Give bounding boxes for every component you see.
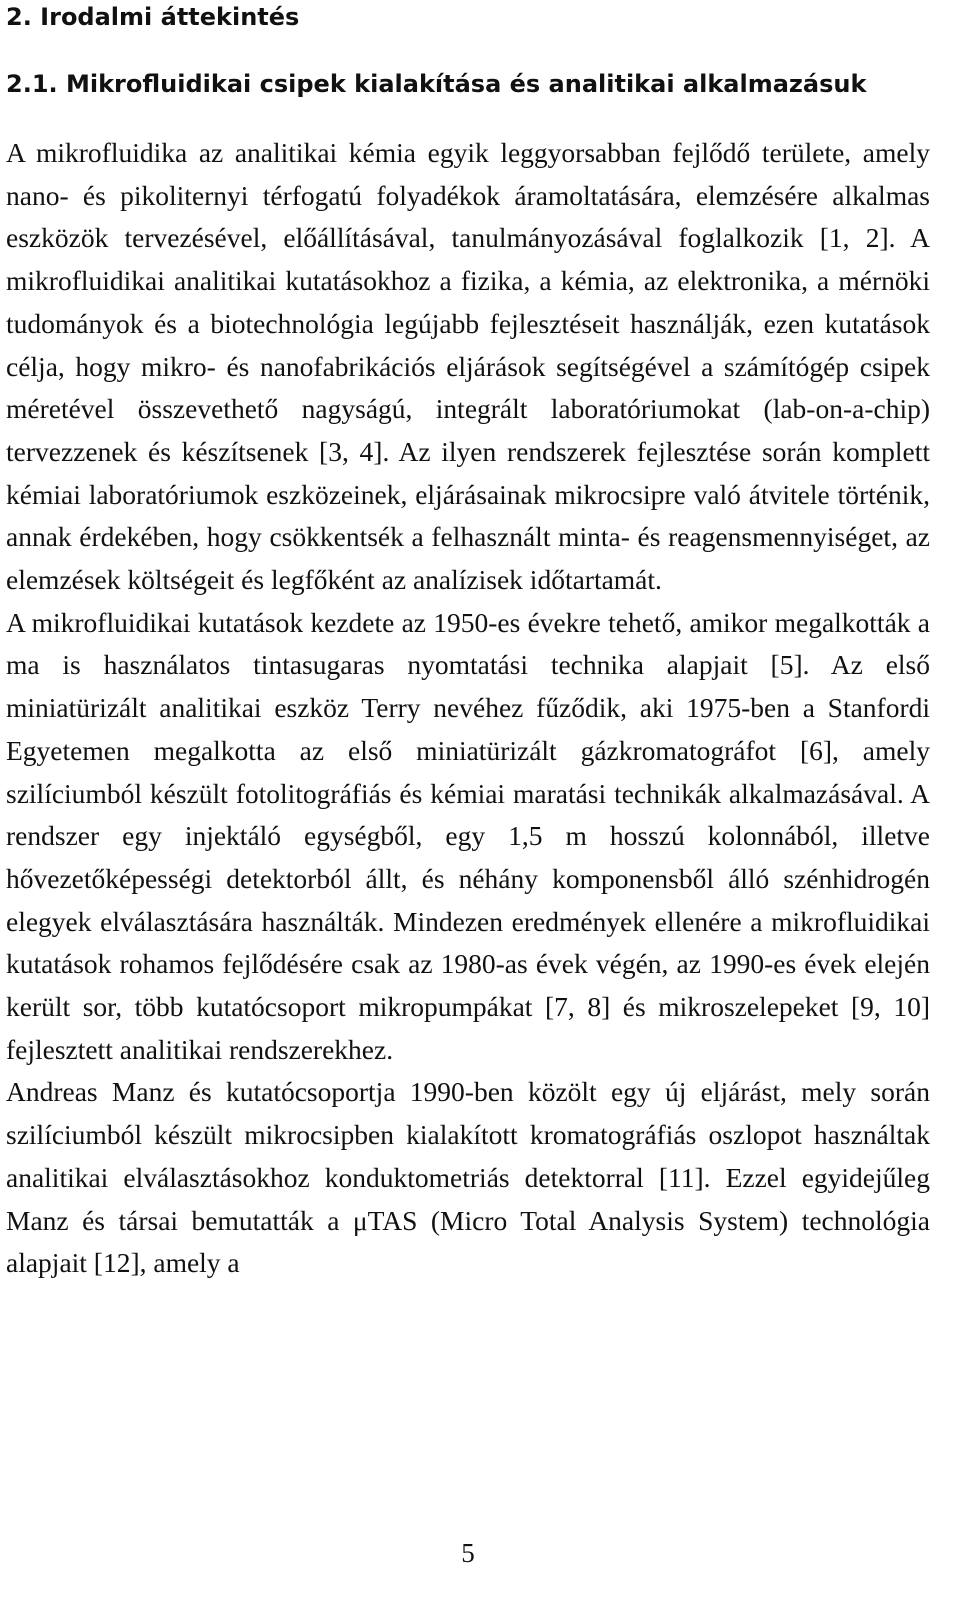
page-number: 5 <box>461 1538 475 1568</box>
section-heading: 2.1. Mikrofluidikai csipek kialakítása és analitikai alkalmazásuk <box>6 70 867 98</box>
paragraph: Andreas Manz és kutatócsoportja 1990-ben közölt egy új eljárást, mely során szilíciumból készült mikrocsipben kialakított kromatográfiás oszlopot használtak analitikai elválasztásokhoz konduktometriás detektorral [11]. Ezzel egyidejűleg Manz és társai bemutatták a μTAS (Micro Total Analysis System) technológia alapjait [12], amely a <box>6 1076 930 1279</box>
body-text <box>6 132 930 1285</box>
paragraph: A mikrofluidika az analitikai kémia egyik leggyorsabban fejlődő területe, amely nano- és pikoliternyi térfogatú folyadékok áramoltatására, elemzésére alkalmas eszközök tervezésével, előállításával, tanulmányozásával foglalkozik [1, 2]. A mikrofluidikai analitikai kutatásokhoz a fizika, a kémia, az elektronika, a mérnöki tudományok és a biotechnológia legújabb fejlesztéseit használják, ezen kutatások célja, hogy mikro- és nanofabrikációs eljárások segítségével a számítógép csipek méretével összevethető nagyságú, integrált laboratóriumokat (lab-on-a-chip) tervezzenek és készítsenek [3, 4]. Az ilyen rendszerek fejlesztése során komplett kémiai laboratóriumok eszközeinek, eljárásainak mikrocsipre való átvitele történik, annak érdekében, hogy csökkentsék a felhasznált minta- és reagensmennyiséget, az elemzések költségeit és legfőként az analízisek időtartamát. <box>6 137 930 596</box>
paragraph: A mikrofluidikai kutatások kezdete az 1950-es évekre tehető, amikor megalkották a ma is használatos tintasugaras nyomtatási technika alapjait [5]. Az első miniatürizált analitikai eszköz Terry nevéhez fűződik, aki 1975-ben a Stanfordi Egyetemen megalkotta az első miniatürizált gázkromatográfot [6], amely szilíciumból készült fotolitográfiás és kémiai maratási technikák alkalmazásával. A rendszer egy injektáló egységből, egy 1,5 m hosszú kolonnából, illetve hővezetőképességi detektorból állt, és néhány komponensből álló szénhidrogén elegyek elválasztására használták. Mindezen eredmények ellenére a mikrofluidikai kutatások rohamos fejlődésére csak az 1980-as évek végén, az 1990-es évek elején került sor, több kutatócsoport mikropumpákat [7, 8] és mikroszelepeket [9, 10] fejlesztett analitikai rendszerekhez. <box>6 606 930 1065</box>
chapter-heading: 2. Irodalmi áttekintés <box>6 3 300 31</box>
